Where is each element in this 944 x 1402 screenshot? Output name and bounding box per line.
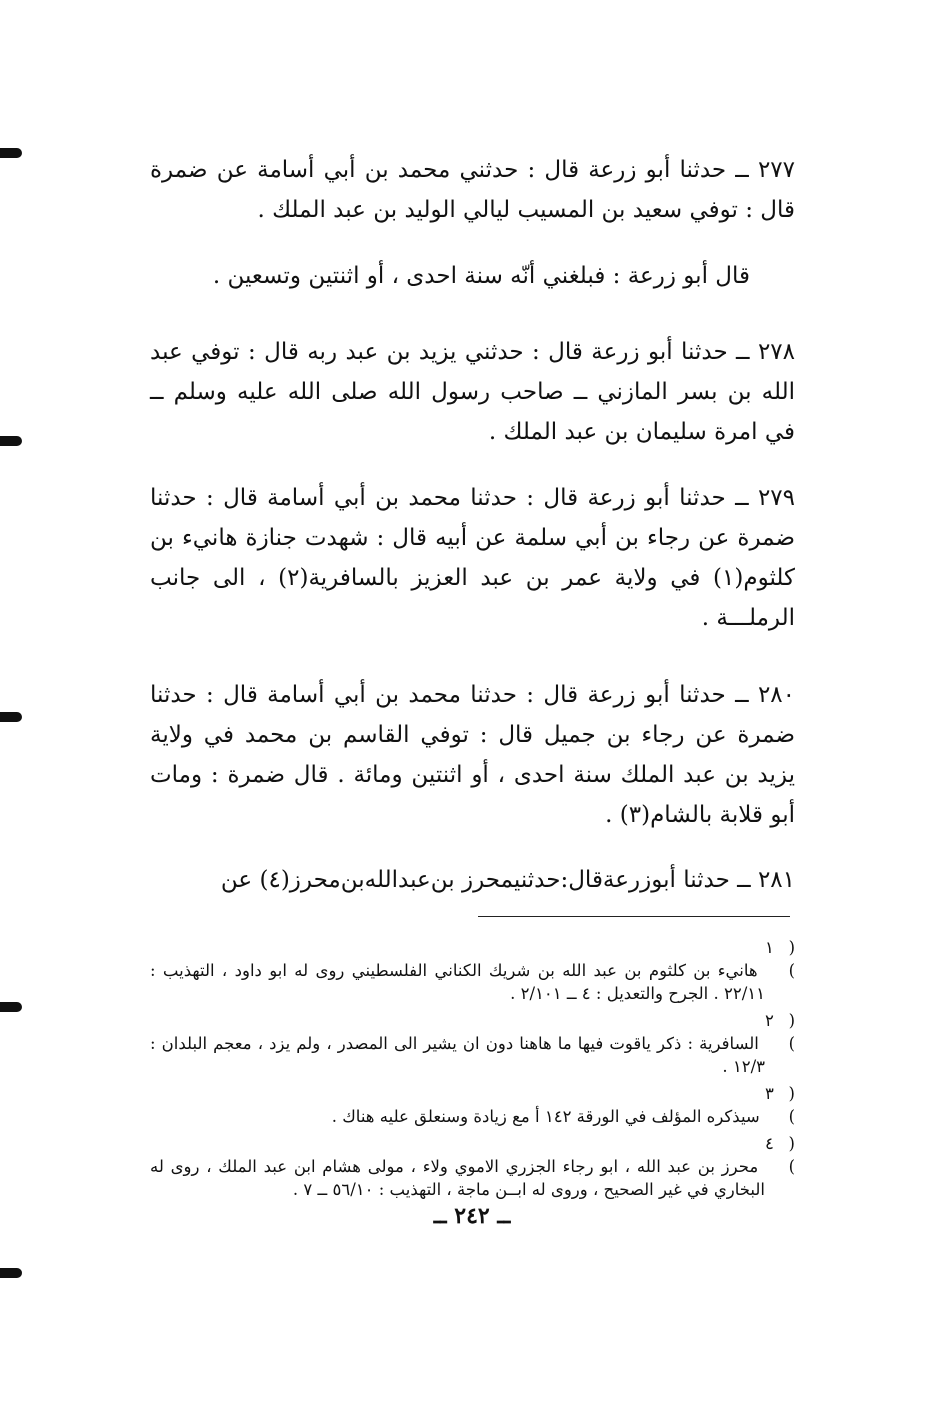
footnote-number: ( ٤ ) bbox=[765, 1134, 795, 1176]
footnote-text: سيذكره المؤلف في الورقة ١٤٢ أ مع زيادة وسنعلق عليه هناك . bbox=[331, 1107, 760, 1126]
footnote-2 bbox=[150, 1009, 795, 1078]
abu-zura-comment: قال أبو زرعة : فبلغني أنّه سنة احدى ، أو اثنتين وتسعين . bbox=[212, 263, 750, 289]
hadith-278: ٢٧٨ ــ حدثنا أبو زرعة قال : حدثني يزيد بن عبد ربه قال : توفي عبد الله بن بسر المازني ــ صاحب رسول الله صلى الله عليه وسلم ــ في امرة سليمان بن عبد الملك . bbox=[150, 339, 795, 445]
binding-mark bbox=[0, 712, 22, 722]
footnote-text: السافرية : ذكر ياقوت فيها ما هاهنا دون ان يشير الى المصدر ، ولم يزد ، معجم البلدان : ١٢/٣ . bbox=[150, 1034, 765, 1076]
footnote-number: ( ٢ ) bbox=[765, 1011, 796, 1053]
binding-mark bbox=[0, 148, 22, 158]
binding-mark bbox=[0, 1002, 22, 1012]
footnotes bbox=[150, 936, 795, 1205]
footnote-3 bbox=[150, 1082, 795, 1128]
page-number: ــ ٢٤٢ ــ bbox=[433, 1203, 511, 1229]
footnote-4 bbox=[150, 1132, 795, 1201]
hadith-279: ٢٧٩ ــ حدثنا أبو زرعة قال : حدثنا محمد بن أبي أسامة قال : حدثنا ضمرة عن رجاء بن أبي سلمة عن أبيه قال : شهدت جنازة هانيء بن كلثوم(١) في ولاية عمر بن عبد العزيز بالسافرية(٢) ، الى جانب الرملـــة . bbox=[150, 485, 795, 631]
hadith-277: ٢٧٧ ــ حدثنا أبو زرعة قال : حدثني محمد بن أبي أسامة عن ضمرة قال : توفي سعيد بن المسيب ليالي الوليد بن عبد الملك . bbox=[150, 157, 795, 223]
footnote-text: هانيء بن كلثوم بن عبد الله بن شريك الكناني الفلسطيني روى له ابو داود ، التهذيب : ٢٢/١١ . الجرح والتعديل : ٤ ــ ٢/١٠١ . bbox=[150, 961, 765, 1003]
binding-mark bbox=[0, 1268, 22, 1278]
footnote-number: ( ٣ ) bbox=[765, 1084, 795, 1126]
footnote-separator bbox=[478, 916, 790, 917]
hadith-281: ٢٨١ ــ حدثنا أبوزرعةقال:حدثنيمحرز بن‌عبدالله‌بن‌محرز(٤) عن bbox=[220, 867, 795, 893]
hadith-280: ٢٨٠ ــ حدثنا أبو زرعة قال : حدثنا محمد بن أبي أسامة قال : حدثنا ضمرة عن رجاء بن جميل قال : توفي القاسم بن محمد في ولاية يزيد بن عبد الملك سنة احدى ، أو اثنتين ومائة . قال ضمرة : ومات أبو قلابة بالشام(٣) . bbox=[150, 682, 795, 828]
footnote-text: محرز بن عبد الله ، ابو رجاء الجزري الاموي ولاء ، مولى هشام ابن عبد الملك ، روى له البخاري في غير الصحيح ، وروى له ابــن ماجة ، التهذيب : ٥٦/١٠ ــ ٧ . bbox=[150, 1157, 765, 1199]
footnote-1 bbox=[150, 936, 795, 1005]
footnote-number: ( ١ ) bbox=[765, 938, 796, 980]
binding-mark bbox=[0, 436, 22, 446]
